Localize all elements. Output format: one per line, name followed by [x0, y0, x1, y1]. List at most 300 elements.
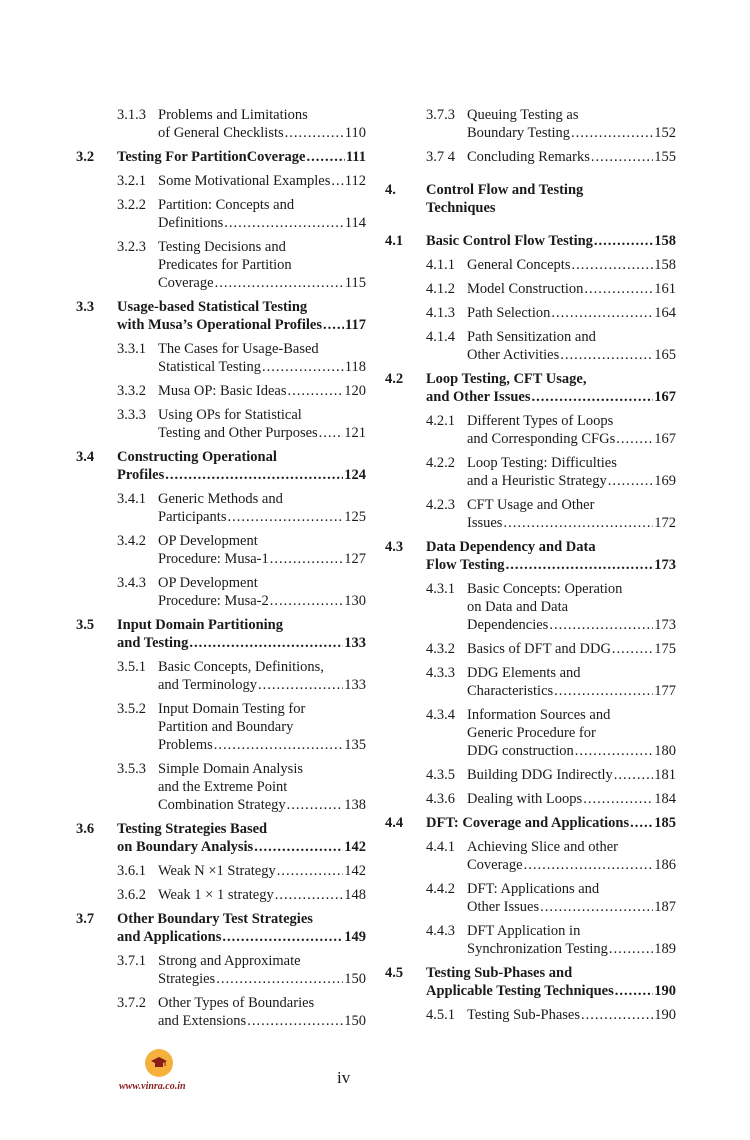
title-text: Basics of DFT and DDG: [467, 641, 611, 657]
toc-entry[interactable]: [76, 148, 366, 166]
page-number: 187: [654, 899, 676, 915]
toc-entry[interactable]: [385, 232, 676, 250]
section-number: 3.5: [76, 617, 95, 633]
title-line: [467, 514, 676, 532]
toc-entry[interactable]: [385, 766, 676, 784]
title-line: [467, 124, 676, 142]
dot-leader: [616, 430, 653, 448]
title-text: and Testing: [117, 635, 189, 651]
title-line: Control Flow and Testing: [426, 182, 584, 198]
title-line: [117, 466, 366, 484]
section-title: [467, 766, 676, 784]
page-number: 152: [654, 125, 676, 141]
toc-entry[interactable]: [76, 298, 366, 334]
section-title: [158, 574, 366, 610]
title-line: CFT Usage and Other: [467, 497, 595, 513]
toc-column-right: [385, 106, 676, 1030]
title-line: Path Sensitization and: [467, 329, 596, 345]
dot-leader: [277, 862, 344, 880]
title-line: [467, 148, 676, 166]
toc-entry[interactable]: [385, 181, 676, 217]
dot-leader: [214, 736, 343, 754]
toc-entry[interactable]: [385, 664, 676, 700]
toc-entry[interactable]: [76, 574, 366, 610]
section-number: 4.2: [385, 371, 404, 387]
toc-entry[interactable]: [385, 538, 676, 574]
page-number: 142: [344, 863, 366, 879]
title-text: Synchronization Testing: [467, 941, 608, 957]
title-line: Loop Testing, CFT Usage,: [426, 371, 587, 387]
toc-entry[interactable]: [385, 370, 676, 406]
page-number: 112: [344, 173, 366, 189]
dot-leader: [581, 1006, 653, 1024]
page-number: 121: [344, 425, 366, 441]
section-title: [467, 304, 676, 322]
section-title: [426, 232, 676, 250]
dot-leader: [571, 256, 653, 274]
page-number: 115: [344, 275, 366, 291]
toc-column-left: [76, 106, 366, 1036]
section-title: [117, 616, 366, 652]
title-text: Procedure: Musa-1: [158, 551, 269, 567]
toc-entry[interactable]: [76, 886, 366, 904]
title-line: [467, 940, 676, 958]
toc-entry[interactable]: [385, 496, 676, 532]
toc-entry[interactable]: [76, 700, 366, 754]
title-text: and Other Issues: [426, 389, 531, 405]
title-line: [467, 766, 676, 784]
section-title: [426, 538, 676, 574]
title-line: [117, 928, 366, 946]
title-line: Basic Concepts, Definitions,: [158, 659, 324, 675]
toc-entry[interactable]: [76, 448, 366, 484]
title-line: Generic Methods and: [158, 491, 283, 507]
section-number: 3.7 4: [426, 149, 455, 165]
title-line: [426, 388, 676, 406]
section-title: [467, 880, 676, 916]
section-title: [158, 862, 366, 880]
dot-leader: [287, 382, 343, 400]
title-text: Statistical Testing: [158, 359, 262, 375]
title-line: [158, 796, 366, 814]
dot-leader: [215, 274, 344, 292]
dot-leader: [165, 466, 343, 484]
toc-entry[interactable]: [76, 490, 366, 526]
title-line: [158, 886, 366, 904]
section-title: [467, 922, 676, 958]
title-line: [158, 124, 366, 142]
toc-entry[interactable]: [76, 994, 366, 1030]
title-line: [467, 280, 676, 298]
section-title: [158, 340, 366, 376]
title-text: of General Checklists: [158, 125, 284, 141]
title-line: [158, 676, 366, 694]
title-line: Usage-based Statistical Testing: [117, 299, 308, 315]
toc-entry[interactable]: [76, 382, 366, 400]
toc-entry[interactable]: [385, 922, 676, 958]
toc-entry[interactable]: [76, 952, 366, 988]
section-number: 3.7.1: [117, 953, 146, 969]
toc-entry[interactable]: [76, 760, 366, 814]
title-line: Data Dependency and Data: [426, 539, 596, 555]
page-number: 125: [344, 509, 366, 525]
page-number: 161: [654, 281, 676, 297]
section-title: [426, 814, 676, 832]
section-number: 4.3.6: [426, 791, 455, 807]
title-text: Characteristics: [467, 683, 554, 699]
title-line: [426, 814, 676, 832]
section-number: 3.6.1: [117, 863, 146, 879]
toc-entry[interactable]: [76, 172, 366, 190]
section-title: [467, 106, 676, 142]
dot-leader: [614, 766, 653, 784]
title-line: [117, 634, 366, 652]
toc-entry[interactable]: [385, 1006, 676, 1024]
title-line: [467, 898, 676, 916]
title-line: [467, 856, 676, 874]
toc-entry[interactable]: [76, 340, 366, 376]
title-line: Other Boundary Test Strategies: [117, 911, 313, 927]
dot-leader: [540, 898, 653, 916]
toc-entry[interactable]: [76, 238, 366, 292]
dot-leader: [254, 838, 343, 856]
toc-entry[interactable]: [76, 106, 366, 142]
section-number: 3.3.3: [117, 407, 146, 423]
dot-leader: [615, 982, 653, 1000]
title-line: [467, 682, 676, 700]
section-number: 4.4.2: [426, 881, 455, 897]
toc-entry[interactable]: [76, 532, 366, 568]
title-text: Problems: [158, 737, 213, 753]
page-number: 124: [344, 467, 366, 483]
page-number: 158: [654, 233, 676, 249]
page-number: 185: [654, 815, 676, 831]
title-text: Boundary Testing: [467, 125, 571, 141]
title-text: and Extensions: [158, 1013, 247, 1029]
title-line: [467, 256, 676, 274]
title-line: [467, 430, 676, 448]
section-title: [467, 640, 676, 658]
section-number: 3.5.2: [117, 701, 146, 717]
page-number: 173: [654, 557, 676, 573]
section-title: [467, 496, 676, 532]
toc-entry[interactable]: [385, 814, 676, 832]
section-title: [158, 238, 366, 292]
title-line: Testing Decisions and: [158, 239, 286, 255]
section-number: 3.2.2: [117, 197, 146, 213]
title-line: [158, 274, 366, 292]
title-line: [158, 592, 366, 610]
dot-leader: [551, 304, 653, 322]
section-title: [467, 838, 676, 874]
page-number: 120: [344, 383, 366, 399]
toc-entry[interactable]: [76, 820, 366, 856]
title-line: Basic Concepts: Operation: [467, 581, 623, 597]
toc-entry[interactable]: [76, 658, 366, 694]
title-line: Different Types of Loops: [467, 413, 614, 429]
page-number: 148: [344, 887, 366, 903]
toc-entry[interactable]: [385, 454, 676, 490]
title-text: DDG construction: [467, 743, 574, 759]
title-line: [467, 346, 676, 364]
section-title: [467, 580, 676, 634]
dot-leader: [591, 148, 653, 166]
title-line: [158, 1012, 366, 1030]
section-number: 3.3.2: [117, 383, 146, 399]
section-title: [467, 256, 676, 274]
page-number: 155: [654, 149, 676, 165]
title-line: OP Development: [158, 533, 258, 549]
title-text: with Musa’s Operational Profiles: [117, 317, 323, 333]
page-number: 114: [344, 215, 366, 231]
toc-entry[interactable]: [385, 328, 676, 364]
page-number: 190: [654, 1007, 676, 1023]
toc-entry[interactable]: [385, 280, 676, 298]
section-title: [158, 532, 366, 568]
toc-entry[interactable]: [385, 580, 676, 634]
page-number: 150: [344, 971, 366, 987]
section-title: [117, 298, 366, 334]
dot-leader: [224, 214, 344, 232]
toc-entry[interactable]: [76, 196, 366, 232]
title-text: Some Motivational Examples: [158, 173, 331, 189]
section-number: 3.2.1: [117, 173, 146, 189]
title-line: [158, 550, 366, 568]
page-number: 177: [654, 683, 676, 699]
title-text: Weak N ×1 Strategy: [158, 863, 276, 879]
title-line: Achieving Slice and other: [467, 839, 618, 855]
dot-leader: [554, 682, 653, 700]
dot-leader: [222, 928, 343, 946]
title-line: Input Domain Partitioning: [117, 617, 283, 633]
title-text: and Corresponding CFGs: [467, 431, 616, 447]
page-number: 189: [654, 941, 676, 957]
section-title: [467, 148, 676, 166]
page-number: 117: [345, 317, 366, 333]
toc-entry[interactable]: [385, 838, 676, 874]
section-number: 3.5.1: [117, 659, 146, 675]
title-line: Partition: Concepts and: [158, 197, 295, 213]
page-number: 164: [654, 305, 676, 321]
toc-entry[interactable]: [76, 406, 366, 442]
page-number: 133: [344, 677, 366, 693]
section-title: [158, 172, 366, 190]
section-title: [158, 700, 366, 754]
section-title: [467, 1006, 676, 1024]
dot-leader: [583, 790, 653, 808]
section-number: 3.4.2: [117, 533, 146, 549]
title-line: OP Development: [158, 575, 258, 591]
graduation-cap-logo-icon: [145, 1049, 173, 1077]
dot-leader: [323, 316, 344, 334]
title-line: Constructing Operational: [117, 449, 277, 465]
title-line: Simple Domain Analysis: [158, 761, 303, 777]
section-number: 3.4.1: [117, 491, 146, 507]
title-text: Other Activities: [467, 347, 560, 363]
dot-leader: [549, 616, 653, 634]
page-number: 181: [654, 767, 676, 783]
title-text: Other Issues: [467, 899, 540, 915]
toc-entry[interactable]: [385, 790, 676, 808]
title-text: Coverage: [158, 275, 214, 291]
toc-entry[interactable]: [385, 412, 676, 448]
section-title: [158, 886, 366, 904]
dot-leader: [571, 124, 653, 142]
section-number: 4.3.3: [426, 665, 455, 681]
page-number: 127: [344, 551, 366, 567]
section-title: [467, 328, 676, 364]
title-line: [158, 970, 366, 988]
section-title: [158, 658, 366, 694]
title-line: [467, 790, 676, 808]
page-number: 190: [654, 983, 676, 999]
dot-leader: [287, 796, 344, 814]
section-title: [426, 964, 676, 1000]
dot-leader: [319, 424, 344, 442]
section-title: [117, 820, 366, 856]
title-text: Basic Control Flow Testing: [426, 233, 593, 249]
section-title: [158, 760, 366, 814]
section-number: 4.2.2: [426, 455, 455, 471]
section-number: 4.4.1: [426, 839, 455, 855]
toc-entry[interactable]: [385, 304, 676, 322]
page-number: 111: [345, 149, 366, 165]
section-number: 4.3.2: [426, 641, 455, 657]
page-number: 150: [344, 1013, 366, 1029]
title-line: Using OPs for Statistical: [158, 407, 302, 423]
section-number: 4.1.3: [426, 305, 455, 321]
dot-leader: [331, 172, 343, 190]
section-number: 3.4.3: [117, 575, 146, 591]
toc-entry[interactable]: [385, 706, 676, 760]
title-text: Testing Sub-Phases: [467, 1007, 580, 1023]
title-line: DDG Elements and: [467, 665, 581, 681]
section-number: 4.4.3: [426, 923, 455, 939]
section-number: 3.5.3: [117, 761, 146, 777]
dot-leader: [285, 124, 344, 142]
dot-leader: [270, 592, 344, 610]
section-number: 4.3.5: [426, 767, 455, 783]
section-title: [467, 790, 676, 808]
dot-leader: [216, 970, 343, 988]
page-number: 180: [654, 743, 676, 759]
dot-leader: [584, 280, 653, 298]
toc-entry[interactable]: [385, 640, 676, 658]
section-title: [426, 370, 676, 406]
title-line: [158, 358, 366, 376]
title-line: [426, 232, 676, 250]
page-number: 135: [344, 737, 366, 753]
title-text: Strategies: [158, 971, 216, 987]
section-number: 4.2.3: [426, 497, 455, 513]
dot-leader: [503, 514, 653, 532]
section-title: [158, 994, 366, 1030]
page-number: 165: [654, 347, 676, 363]
title-line: [467, 472, 676, 490]
page-number: 186: [654, 857, 676, 873]
section-title: [158, 106, 366, 142]
dot-leader: [247, 1012, 343, 1030]
title-line: DFT: Applications and: [467, 881, 600, 897]
title-text: Definitions: [158, 215, 224, 231]
section-title: [158, 952, 366, 988]
title-line: [117, 148, 366, 166]
toc-entry[interactable]: [385, 964, 676, 1000]
page-number: 167: [654, 389, 676, 405]
title-text: Musa OP: Basic Ideas: [158, 383, 287, 399]
title-line: [158, 736, 366, 754]
section-title: [158, 406, 366, 442]
page-number: 184: [654, 791, 676, 807]
section-title: [158, 382, 366, 400]
section-title: [467, 412, 676, 448]
section-number: 4.3.4: [426, 707, 455, 723]
dot-leader: [594, 232, 653, 250]
website-url: www.vinra.co.in: [119, 1081, 186, 1092]
title-line: Queuing Testing as: [467, 107, 579, 123]
section-number: 3.6: [76, 821, 95, 837]
dot-leader: [612, 640, 653, 658]
section-number: 3.6.2: [117, 887, 146, 903]
title-text: and Applications: [117, 929, 222, 945]
title-text: Testing For PartitionCoverage: [117, 149, 306, 165]
dot-leader: [306, 148, 344, 166]
title-text: Dealing with Loops: [467, 791, 583, 807]
title-line: [117, 316, 366, 334]
toc-entry[interactable]: [385, 880, 676, 916]
toc-entry[interactable]: [385, 256, 676, 274]
title-line: The Cases for Usage-Based: [158, 341, 319, 357]
section-number: 3.2: [76, 149, 95, 165]
toc-entry[interactable]: [76, 862, 366, 880]
page-number: 110: [344, 125, 366, 141]
title-line: Predicates for Partition: [158, 257, 292, 273]
toc-entry[interactable]: [76, 616, 366, 652]
section-number: 3.7.2: [117, 995, 146, 1011]
dot-leader: [531, 388, 653, 406]
title-line: [158, 862, 366, 880]
title-line: on Data and Data: [467, 599, 569, 615]
section-number: 3.1.3: [117, 107, 146, 123]
page-number: 175: [654, 641, 676, 657]
dot-leader: [270, 550, 344, 568]
toc-entry[interactable]: [385, 148, 676, 166]
page-number: 118: [344, 359, 366, 375]
title-text: General Concepts: [467, 257, 571, 273]
dot-leader: [262, 358, 344, 376]
title-line: Partition and Boundary: [158, 719, 294, 735]
page-number: 149: [344, 929, 366, 945]
page-number: 158: [654, 257, 676, 273]
title-line: [158, 508, 366, 526]
title-line: [467, 616, 676, 634]
dot-leader: [275, 886, 344, 904]
title-text: Building DDG Indirectly: [467, 767, 613, 783]
toc-entry[interactable]: [76, 910, 366, 946]
section-number: 4.4: [385, 815, 404, 831]
title-text: Model Construction: [467, 281, 584, 297]
toc-entry[interactable]: [385, 106, 676, 142]
page-number: 172: [654, 515, 676, 531]
title-text: Profiles: [117, 467, 165, 483]
title-line: Loop Testing: Difficulties: [467, 455, 617, 471]
page-number: 169: [654, 473, 676, 489]
title-line: Strong and Approximate: [158, 953, 301, 969]
title-line: DFT Application in: [467, 923, 581, 939]
title-line: [467, 742, 676, 760]
section-number: 4.2.1: [426, 413, 455, 429]
section-title: [158, 490, 366, 526]
